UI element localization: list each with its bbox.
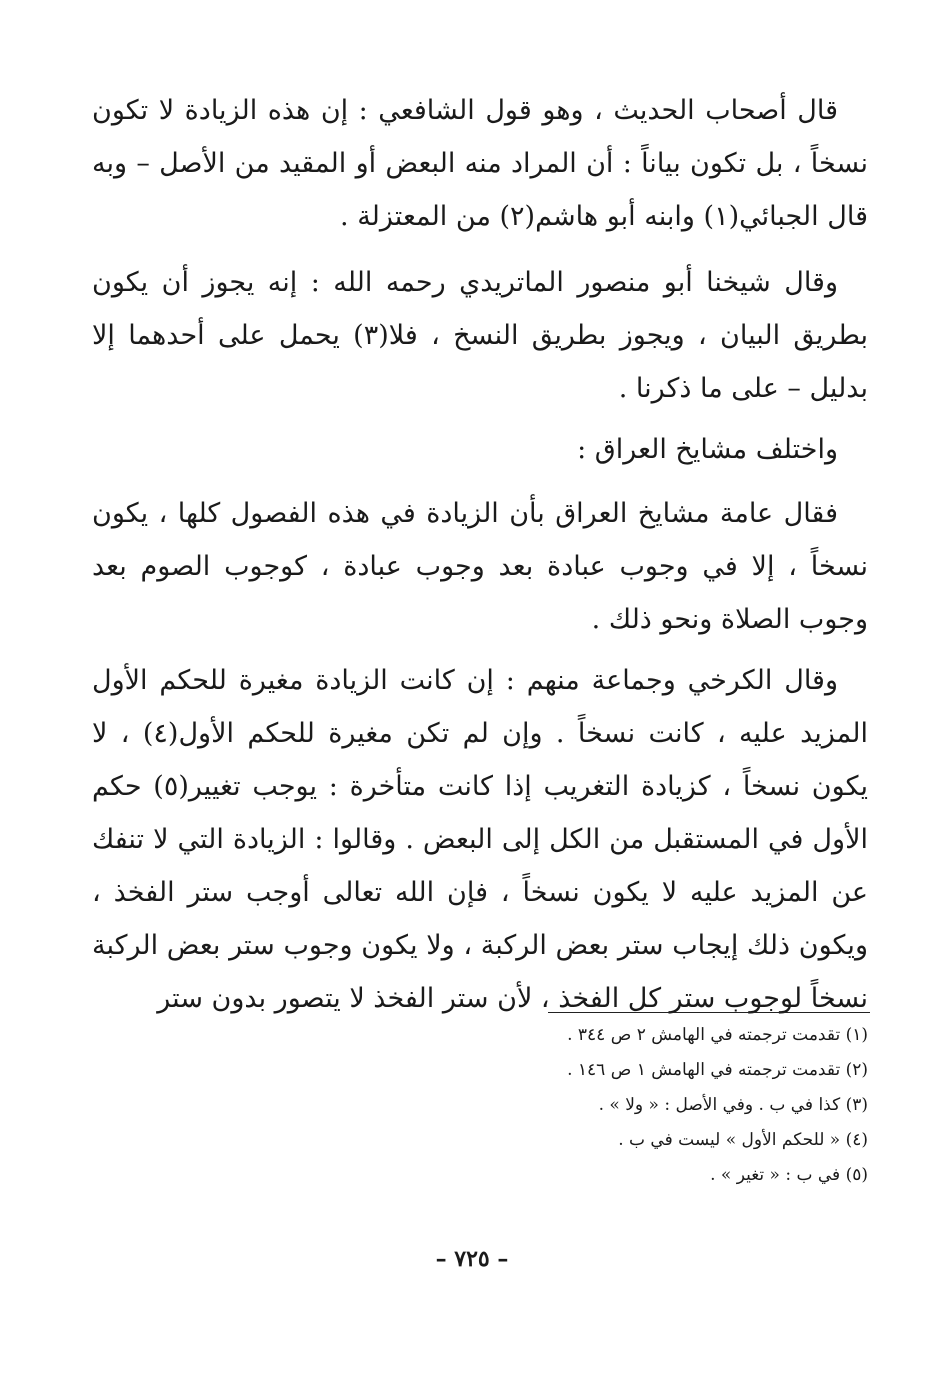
paragraph-maturidi: وقال شيخنا أبو منصور الماتريدي رحمه الله : إنه يجوز أن يكون بطريق البيان ، ويجوز بطريق النسخ ، فلا(٣) يحمل على أحدهما إلا بدليل – على ما ذكرنا .: [92, 267, 868, 404]
paragraph-iraq-majority: فقال عامة مشايخ العراق بأن الزيادة في هذه الفصول كلها ، يكون نسخاً ، إلا في وجوب عبادة بعد وجوب عبادة ، كوجوب الصوم بعد وجوب الصلاة ونحو ذلك .: [92, 498, 868, 635]
footnotes: [300, 1018, 868, 1193]
paragraph-hadith-scholars: قال أصحاب الحديث ، وهو قول الشافعي : إن هذه الزيادة لا تكون نسخاً ، بل تكون بياناً : أن المراد منه البعض أو المقيد من الأصل – وبه قال الجبائي(١) وابنه أبو هاشم(٢) من المعتزلة .: [92, 95, 868, 232]
footnote-2: (٢) تقدمت ترجمته في الهامش ١ ص ١٤٦ .: [567, 1060, 868, 1080]
footnote-5: (٥) في ب : « تغير » .: [710, 1165, 868, 1185]
footnote-divider: [548, 1012, 870, 1013]
footnote-4: (٤) « للحكم الأول » ليست في ب .: [618, 1130, 868, 1150]
paragraph-karkhi: وقال الكرخي وجماعة منهم : إن كانت الزيادة مغيرة للحكم الأول المزيد عليه ، كانت نسخاً . وإن لم تكن مغيرة للحكم الأول(٤) ، لا يكون نسخاً ، كزيادة التغريب إذا كانت متأخرة : يوجب تغيير(٥) حكم الأول في المستقبل من الكل إلى البعض . وقالوا : الزيادة التي لا تنفك عن المزيد عليه لا يكون نسخاً ، فإن الله تعالى أوجب ستر الفخذ ، ويكون ذلك إيجاب ستر بعض الركبة ، ولا يكون وجوب ستر بعض الركبة نسخاً لوجوب ستر كل الفخذ ، لأن ستر الفخذ لا يتصور بدون ستر: [92, 665, 869, 1014]
footnote-3: (٣) كذا في ب . وفي الأصل : « ولا » .: [598, 1095, 868, 1115]
page-number: – ٧٢٥ –: [435, 1246, 509, 1272]
footnote-1: (١) تقدمت ترجمته في الهامش ٢ ص ٣٤٤ .: [567, 1025, 868, 1045]
paragraph-iraq-heading: واختلف مشايخ العراق :: [577, 434, 838, 465]
